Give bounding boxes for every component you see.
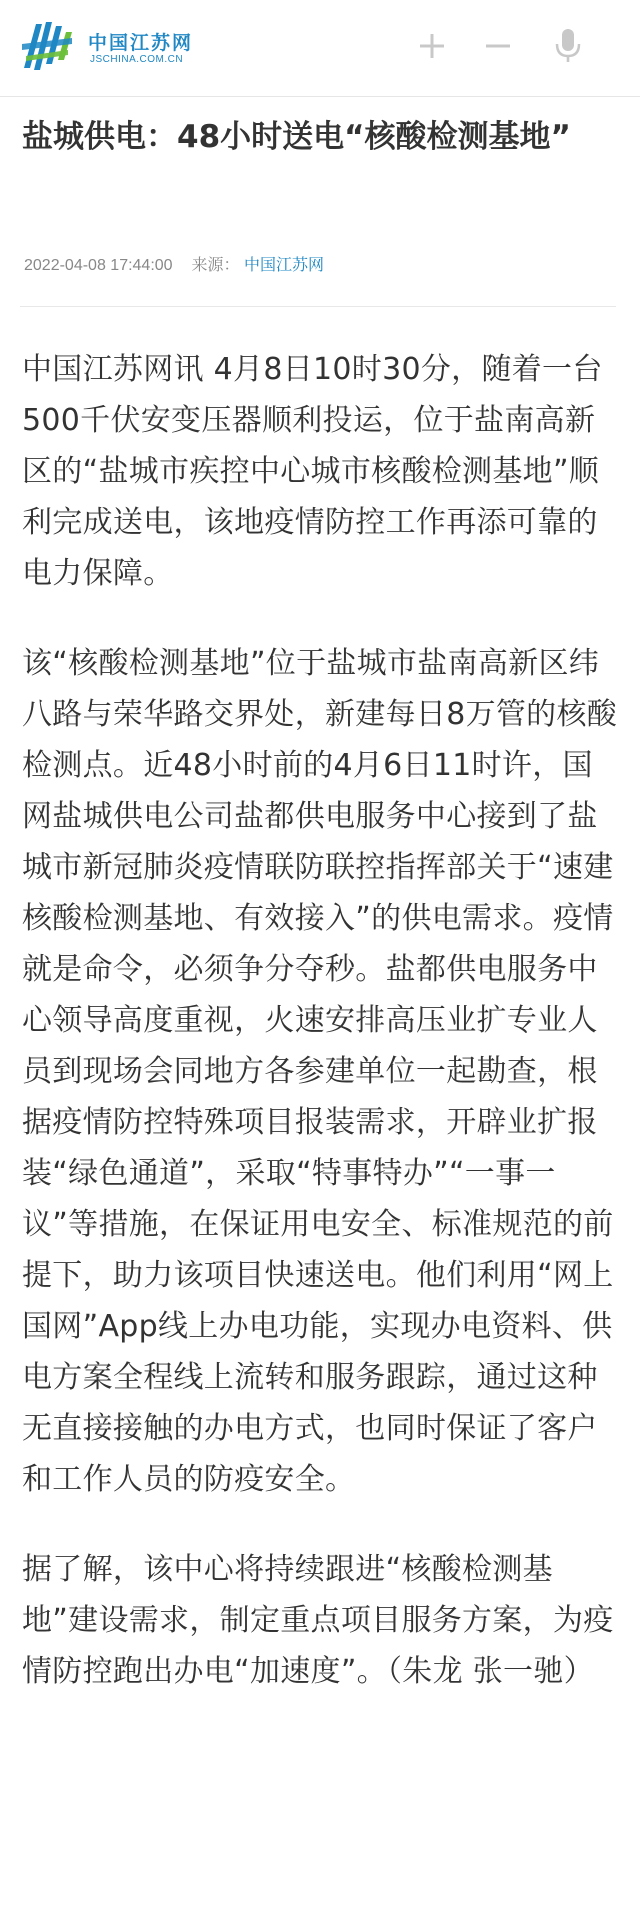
- jschina-logo-icon: [22, 18, 82, 76]
- top-header: [0, 0, 640, 97]
- paragraph-3: [22, 1544, 618, 1697]
- meta-divider: [20, 306, 616, 307]
- paragraph-2: 该“核酸检测基地”位于盐城市盐南高新区纬八路与荣华路交界处，新建每日8万管的核酸检测点。近48小时前的4月6日11时许，国网盐城供电公司盐都供电服务中心接到了盐城市新冠肺炎疫情联防联控指挥部关于“速建核酸检测基地、有效接入”的供电需求。疫情就是命令，必须争分夺秒。盐都供电服务中心领导高度重视，火速安排高压业扩专业人员到现场会同地方各参建单位一起勘查，根据疫情防控特殊项目报装需求，开辟业扩报装“绿色通道”，采取“特事特办”“一事一议”等措施，在保证用电安全、标准规范的前提下，助力该项目快速送电。他们利用“网上国网”App线上办电功能，实现办电资料、供电方案全程线上流转和服务跟踪，通过这种无直接接触的办电方式，也同时保证了客户和工作人员的防疫安全。: [22, 646, 618, 1497]
- article-title: 盐城供电：48小时送电“核酸检测基地”: [22, 119, 571, 155]
- read-aloud-button[interactable]: [550, 28, 586, 64]
- microphone-icon: [554, 28, 582, 64]
- logo-text-en: JSCHINA.COM.CN: [90, 54, 184, 65]
- plus-icon: [418, 32, 446, 60]
- site-logo[interactable]: [22, 18, 212, 78]
- source-link[interactable]: 中国江苏网: [243, 257, 324, 274]
- logo-text-cn: 中国江苏网: [88, 32, 194, 54]
- font-decrease-button[interactable]: [480, 28, 516, 64]
- source-label: 来源：: [191, 257, 240, 274]
- article-body: [22, 344, 618, 1697]
- paragraph-3-text: 据了解，该中心将持续跟进“核酸检测基地”建设需求，制定重点项目服务方案，为疫情防控跑出办电“加速度”。: [22, 1552, 614, 1689]
- article-meta: [24, 252, 620, 275]
- paragraph-1: 中国江苏网讯 4月8日10时30分，随着一台500千伏安变压器顺利投运，位于盐南高新区的“盐城市疾控中心城市核酸检测基地”顺利完成送电，该地疫情防控工作再添可靠的电力保障。: [22, 352, 603, 591]
- publish-date: 2022-04-08 17:44:00: [24, 257, 173, 274]
- font-increase-button[interactable]: [414, 28, 450, 64]
- author-credit: （朱龙 张一驰）: [386, 1654, 594, 1689]
- minus-icon: [484, 32, 512, 60]
